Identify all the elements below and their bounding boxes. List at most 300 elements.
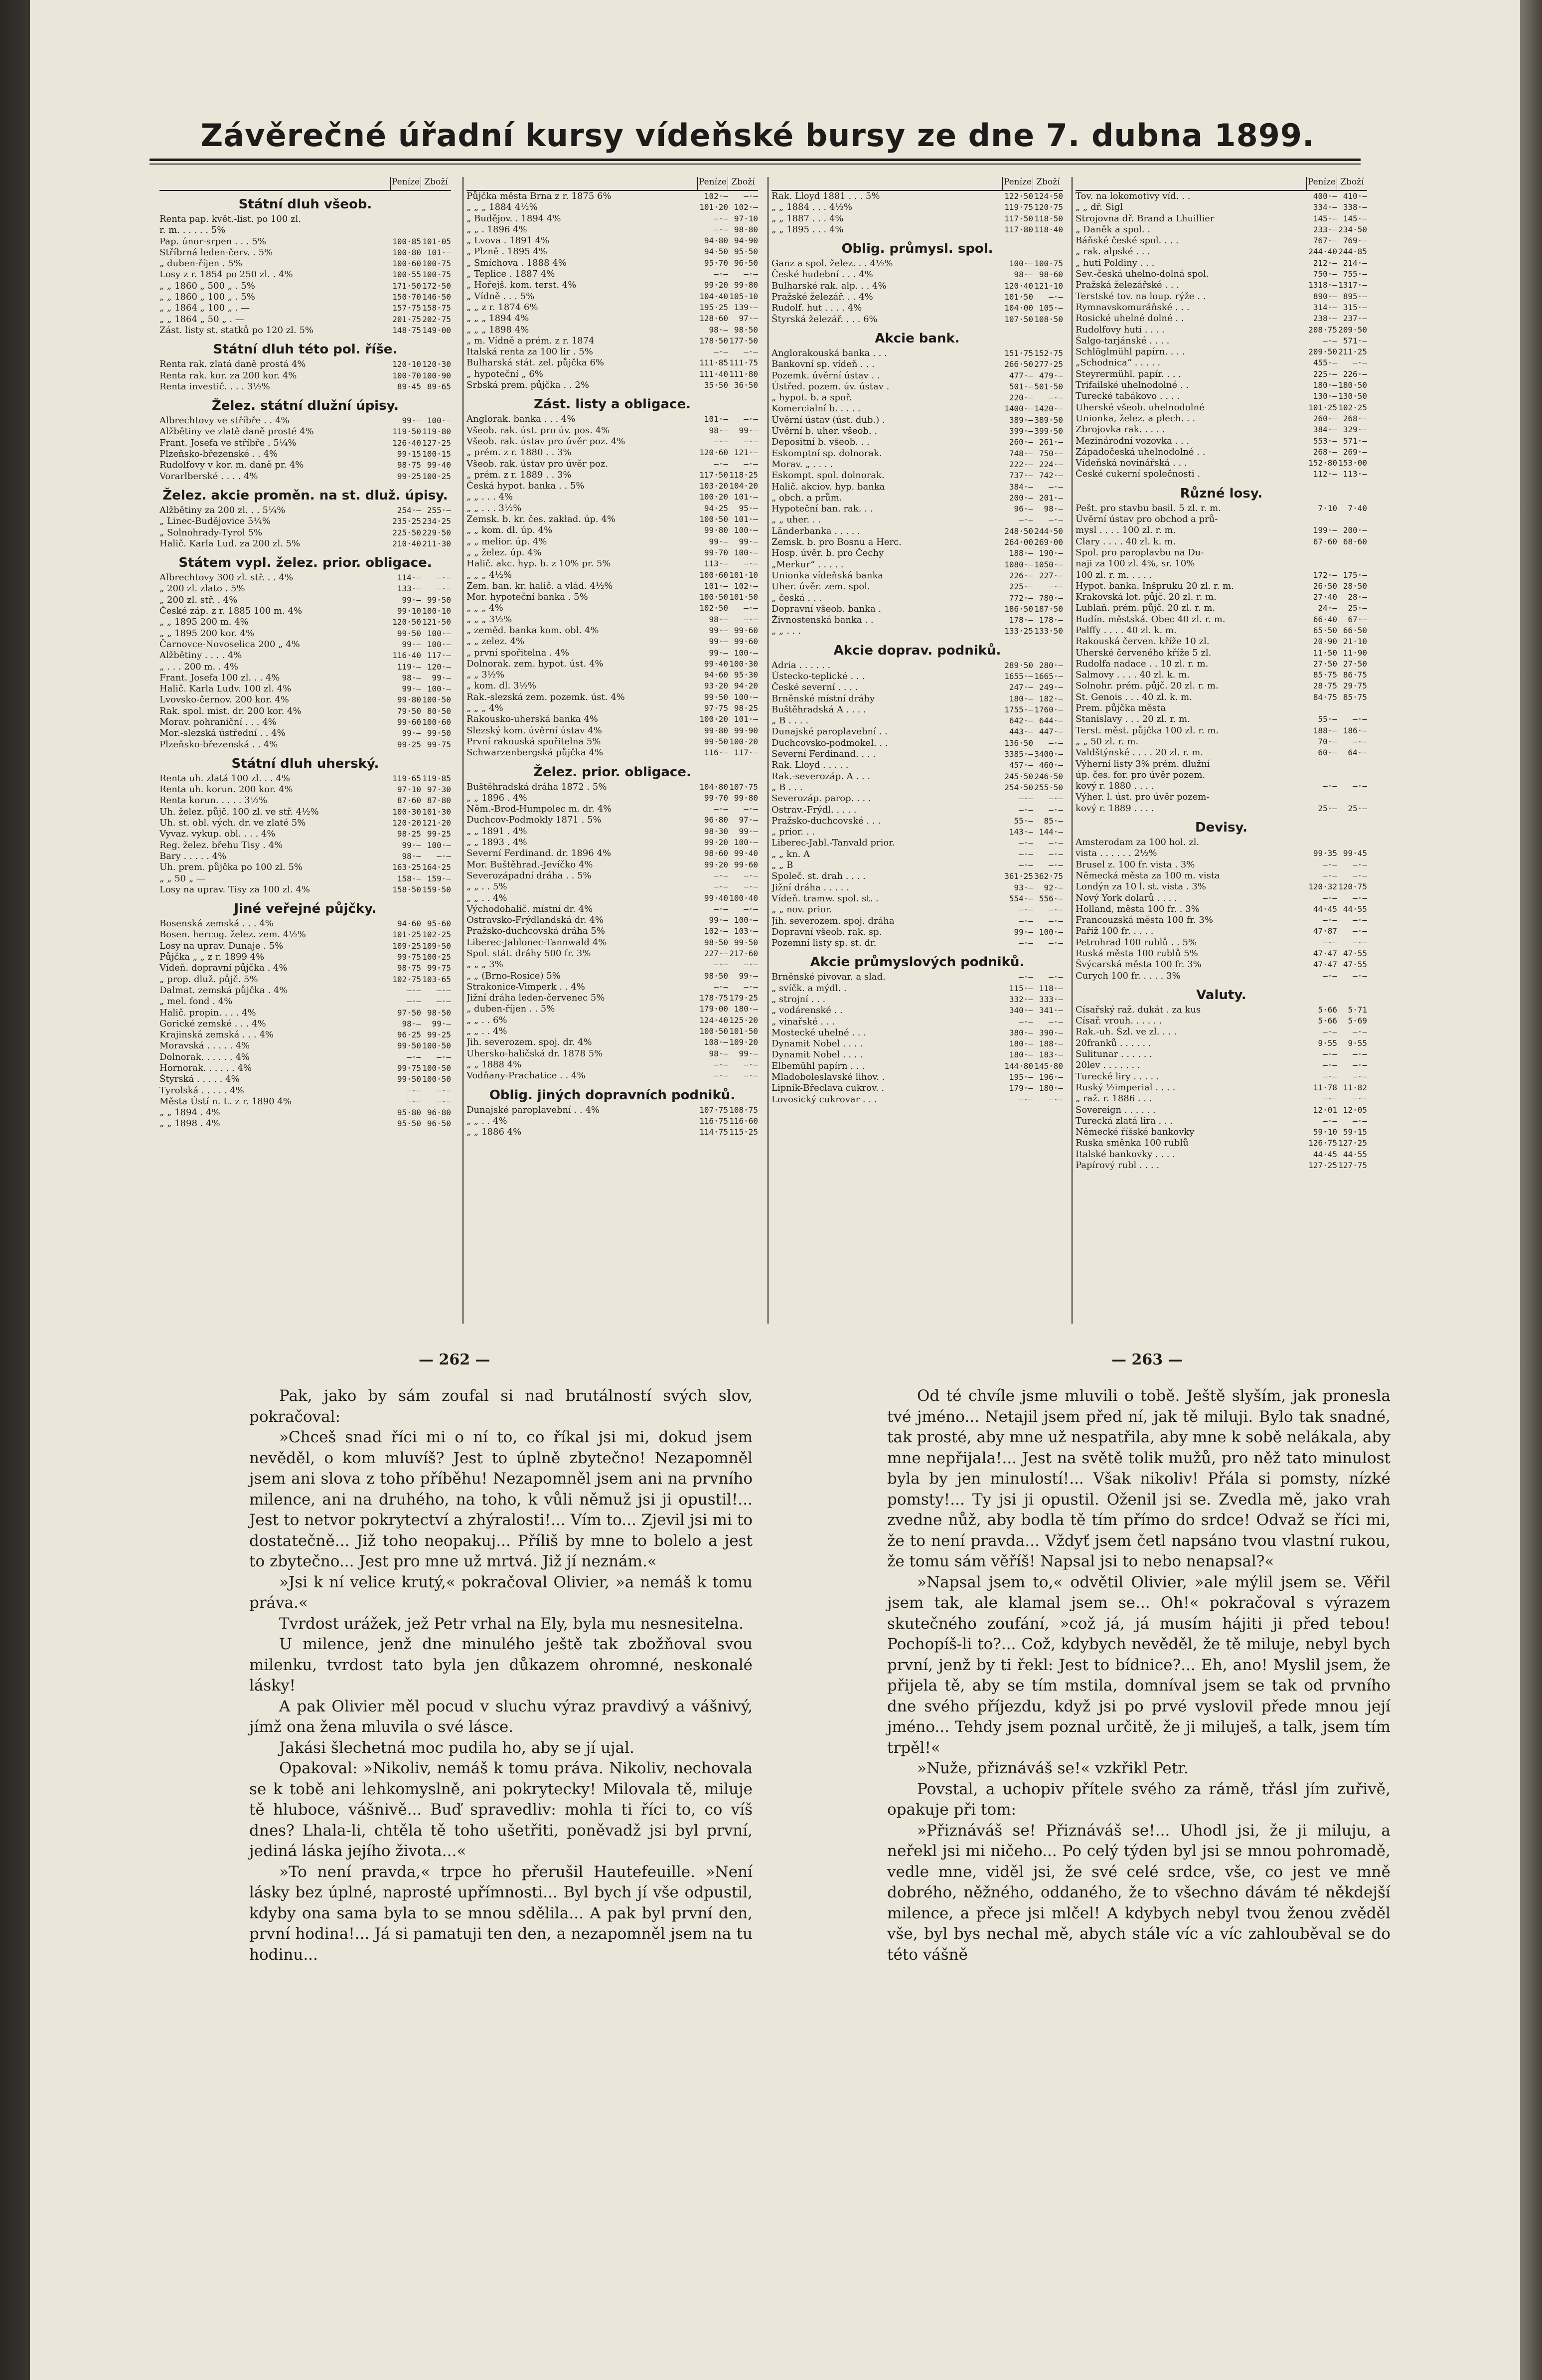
money-price: 180·— (1009, 1039, 1033, 1049)
security-name: Anglorakouská banka . . . (771, 347, 887, 358)
money-price: 108·— (704, 1037, 728, 1047)
quote-row (1076, 592, 1367, 603)
quote-row (771, 426, 1063, 437)
money-price: 101·25 (1308, 402, 1337, 412)
money-price: 186·50 (1004, 604, 1033, 614)
security-name: Vodňany-Prachatice . . 4% (466, 1070, 586, 1081)
security-name: Unionka vídeňská banka (771, 570, 884, 581)
security-name: „ „ „ 4% (466, 703, 503, 714)
security-name: Liberec-Jabl.-Tanvald prior. (771, 838, 895, 849)
goods-price: 64·— (1348, 748, 1367, 758)
money-price: 180·— (1009, 1050, 1033, 1060)
money-price: —·— (714, 347, 728, 357)
money-price: 119·— (397, 662, 421, 672)
money-price: 178·— (1009, 615, 1033, 625)
goods-price: 187·50 (1034, 604, 1063, 614)
money-price: 209·50 (1308, 347, 1337, 357)
quote-row (466, 492, 758, 503)
security-name: Bary . . . . . 4% (159, 850, 227, 861)
goods-price: 86·75 (1343, 670, 1367, 680)
money-price: 750·— (1313, 269, 1337, 279)
quote-row (159, 1118, 451, 1129)
goods-price: 196·— (1039, 1072, 1063, 1082)
money-price: 26·50 (1313, 581, 1337, 591)
goods-price: 100·60 (422, 717, 451, 727)
security-name: „ strojní . . . (771, 994, 826, 1005)
listing-column (466, 177, 758, 1138)
quote-row (1076, 413, 1367, 424)
quote-row (1076, 747, 1367, 758)
money-price: 98·— (402, 851, 421, 861)
security-name: St. Genois . . . 40 zl. k. m. (1076, 691, 1192, 702)
section-heading: Zást. listy a obligace. (534, 397, 691, 412)
security-name: Stanislavy . . . 20 zl. r. m. (1076, 714, 1190, 725)
money-price: 195·— (1009, 1072, 1033, 1082)
quote-row (771, 1005, 1063, 1016)
security-name: Renta rak. kor. za 200 kor. 4% (159, 370, 297, 381)
security-name: „ „ (Brno-Rosice) 5% (466, 970, 561, 981)
goods-price: 269·— (1343, 447, 1367, 457)
page-number-left: — 262 — (419, 1351, 490, 1368)
goods-price: —·— (1353, 1094, 1367, 1104)
goods-price: 105·— (1039, 303, 1063, 313)
quote-row (771, 838, 1063, 849)
security-name: „ Budějov. . 1894 4% (466, 213, 561, 224)
goods-price: 100·— (734, 838, 758, 848)
security-name: „ „ 50 zl. r. m. (1076, 736, 1139, 747)
goods-price: 47·55 (1343, 960, 1367, 970)
quote-row (466, 859, 758, 870)
goods-price: 120·— (427, 662, 451, 672)
quote-row (159, 438, 451, 449)
quote-row (1076, 937, 1367, 948)
quote-row (1076, 948, 1367, 959)
money-price: 268·— (1313, 447, 1337, 457)
quote-row (771, 559, 1063, 570)
security-name: Halič. Karla Ludv. 100 zl. 4% (159, 683, 292, 694)
goods-price: 269·00 (1034, 537, 1063, 547)
money-price: 99·40 (704, 659, 728, 669)
money-price: 220·— (1009, 393, 1033, 403)
quote-row (466, 547, 758, 558)
money-price: 5·66 (1318, 1016, 1337, 1026)
goods-price: 98·— (1044, 504, 1063, 514)
goods-price: 127·25 (1338, 1138, 1367, 1148)
quote-row (159, 292, 451, 303)
quote-row (1076, 670, 1367, 680)
quote-row (466, 926, 758, 937)
money-price: 95·80 (397, 1108, 421, 1118)
goods-price: 144·— (1039, 827, 1063, 837)
column-divider (1072, 177, 1073, 1324)
goods-price: 410·— (1343, 191, 1367, 201)
security-name: Curych 100 fr. . . . . 3% (1076, 970, 1181, 981)
security-name: Srbská prem. půjčka . . 2% (466, 380, 589, 391)
security-name: Dopravní všeob. banka . (771, 603, 882, 614)
goods-price: 149·00 (422, 325, 451, 335)
money-price: 178·50 (699, 336, 728, 345)
quote-row (1076, 503, 1367, 514)
quote-row (1076, 325, 1367, 336)
money-price: 314·— (1313, 302, 1337, 312)
quote-row (466, 313, 758, 324)
quote-row (159, 683, 451, 694)
quote-row (466, 280, 758, 291)
goods-price: 98·25 (734, 703, 758, 713)
money-price: 96·25 (397, 1030, 421, 1040)
security-name: Halič. Karla Lud. za 200 zl. 5% (159, 538, 301, 549)
goods-price: 100·— (427, 416, 451, 426)
money-price: 104·40 (699, 291, 728, 301)
money-price: 116·40 (392, 651, 421, 661)
goods-price: 224·— (1039, 459, 1063, 469)
money-price: 642·— (1009, 716, 1033, 726)
security-name: „ „ 1898 . 4% (159, 1118, 220, 1129)
goods-price: —·— (744, 882, 758, 892)
money-price: —·— (1019, 849, 1033, 859)
quote-row (771, 392, 1063, 403)
security-name: Länderbanka . . . . . (771, 525, 860, 536)
security-name: „ B . . . (771, 782, 803, 793)
goods-price: 94·20 (734, 681, 758, 691)
security-name: Ústřed. pozem. úv. ústav . (771, 381, 890, 392)
quote-row (771, 1017, 1063, 1027)
money-price: 254·— (397, 505, 421, 515)
money-price: 180·— (1009, 693, 1033, 703)
money-price: 99·50 (397, 1074, 421, 1084)
quote-row (159, 370, 451, 381)
security-name: 20lev . . . . . . . (1076, 1060, 1140, 1071)
security-name: Dynamit Nobel . . . . (771, 1049, 863, 1060)
security-name: Strojovna dř. Brand a Lhuillier (1076, 213, 1215, 224)
security-name: Buštěhradská A . . . . (771, 704, 866, 715)
quote-row (159, 851, 451, 862)
money-price: 100·60 (699, 570, 728, 580)
quote-row (159, 628, 451, 639)
money-price: 100·70 (392, 370, 421, 380)
quote-row (771, 359, 1063, 370)
money-price: 47·87 (1313, 926, 1337, 936)
money-price: 98·— (709, 425, 728, 435)
money-price: 332·— (1009, 995, 1033, 1004)
money-price: 114·— (397, 573, 421, 583)
section-heading: Želez. státní dlužní úpisy. (211, 398, 399, 414)
quote-row (159, 639, 451, 650)
goods-price: 97·— (739, 314, 758, 324)
security-name: Rak.-uh. Šzl. ve zl. . . . (1076, 1026, 1177, 1037)
section-heading: Akcie průmyslových podniků. (810, 955, 1025, 970)
goods-price: 11·90 (1343, 648, 1367, 658)
quote-row (466, 224, 758, 235)
money-price: 222·— (1009, 459, 1033, 469)
goods-price: 100·30 (729, 659, 758, 669)
security-name: Brusel z. 100 fr. vista . 3% (1076, 859, 1195, 870)
security-name: Zemsk. b. kr. čes. zakład. úp. 4% (466, 514, 616, 525)
money-price: 130·— (1313, 391, 1337, 401)
security-name: Lipník-Břeclava cukrov. . (771, 1083, 885, 1094)
goods-price: —·— (1353, 870, 1367, 880)
money-price: 225·— (1313, 369, 1337, 379)
security-name: „ „ nov. prior. (771, 904, 832, 915)
goods-price: 28·50 (1343, 581, 1367, 591)
listing-column (159, 177, 451, 1130)
money-price: 172·— (1313, 570, 1337, 580)
column-header (466, 177, 758, 191)
quote-row (771, 671, 1063, 682)
goods-price: 101·— (734, 714, 758, 724)
quote-row (159, 873, 451, 884)
quote-row (1076, 191, 1367, 202)
money-price: 99·70 (704, 793, 728, 803)
money-price: —·— (1019, 515, 1033, 525)
money-price: 11·50 (1313, 648, 1337, 658)
quote-row (771, 604, 1063, 615)
goods-price: 118·— (1039, 983, 1063, 993)
quote-row (1076, 614, 1367, 625)
quote-row (466, 1070, 758, 1081)
goods-price: 99·90 (734, 725, 758, 735)
goods-price: —·— (1353, 358, 1367, 368)
security-name: Rosické uhelné dolné . . (1076, 313, 1184, 324)
security-name: „ „ 1893 . 4% (466, 837, 527, 848)
quote-row (466, 436, 758, 447)
goods-price: 158·75 (422, 303, 451, 313)
money-price: 99·— (402, 416, 421, 426)
security-name: Liberec-Jablonec-Tannwald 4% (466, 937, 607, 948)
security-name: Všeob. rak. ústav pro úvěr poz. 4% (466, 436, 625, 447)
goods-price: 159·50 (422, 884, 451, 894)
security-name: „ zeměd. banka kom. obl. 4% (466, 625, 599, 636)
quote-row (771, 269, 1063, 280)
goods-price: 501·50 (1034, 381, 1063, 391)
goods-price: —·— (437, 985, 451, 995)
quote-row (466, 680, 758, 691)
money-price: —·— (1019, 860, 1033, 870)
security-name: Pražsko-duchcovská dráha 5% (466, 926, 605, 937)
goods-price: 100·— (427, 684, 451, 694)
money-price: —·— (1019, 1017, 1033, 1026)
goods-price: —·— (744, 347, 758, 357)
quote-row (466, 747, 758, 758)
goods-price: 124·50 (1034, 191, 1063, 201)
security-name: Půjčka města Brna z r. 1875 6% (466, 191, 612, 201)
goods-price: 89·65 (427, 381, 451, 391)
goods-price: —·— (744, 269, 758, 279)
quote-row (159, 795, 451, 806)
security-name: Renta rak. zlatá daně prostá 4% (159, 359, 306, 370)
column-header (771, 177, 1063, 191)
goods-price: 186·— (1343, 725, 1367, 735)
security-name: České hudební . . . 4% (771, 269, 873, 280)
quote-row (771, 938, 1063, 949)
money-price: 96·80 (704, 815, 728, 825)
goods-price: 104·20 (729, 481, 758, 491)
quote-row (159, 662, 451, 673)
goods-price: 177·50 (729, 336, 758, 345)
security-name: Mor. hypoteční banka . 5% (466, 592, 588, 603)
goods-price: —·— (437, 573, 451, 583)
goods-price: 100·— (734, 915, 758, 925)
security-name: „ Smíchova . 1888 4% (466, 257, 567, 268)
column-header-label: Peníze (697, 177, 728, 190)
security-name: Půjčka „ „ z r. 1899 4% (159, 952, 265, 963)
goods-price: 99·75 (427, 739, 451, 749)
money-price: 100·20 (699, 714, 728, 724)
quote-row (159, 247, 451, 258)
money-price: 99·25 (397, 471, 421, 481)
goods-price: —·— (1353, 926, 1367, 936)
security-name: Severozápadní dráha . . 5% (466, 870, 592, 881)
money-price: 44·45 (1313, 1149, 1337, 1159)
quote-row (466, 815, 758, 826)
security-name: Sev.-česká uhelno-dolná spol. (1076, 269, 1209, 280)
money-price: 65·50 (1313, 625, 1337, 635)
goods-price: 125·20 (729, 1015, 758, 1025)
security-name: Císař. vrouh. . . . . . (1076, 1016, 1162, 1026)
security-name: Uh. želez. půjč. 100 zl. ve stř. 4½% (159, 806, 319, 817)
money-price: 101·— (704, 414, 728, 424)
goods-price: 9·55 (1348, 1038, 1367, 1048)
money-price: 150·70 (392, 292, 421, 302)
goods-price: 159·— (427, 873, 451, 883)
quote-row (1076, 859, 1367, 870)
security-name: Anglorak. banka . . . 4% (466, 414, 576, 425)
security-name: „ prém. z r. 1880 . . 3% (466, 447, 572, 458)
security-name: 100 zl. r. m. . . . . (1076, 569, 1152, 580)
goods-price: 100·10 (422, 606, 451, 616)
money-price: 334·— (1313, 202, 1337, 212)
security-name: „ „ . . . (771, 626, 801, 637)
quote-row (771, 871, 1063, 882)
quote-row (159, 818, 451, 829)
security-name: „ Teplice . 1887 4% (466, 269, 555, 280)
quote-row (159, 225, 451, 236)
money-price: 120·50 (392, 617, 421, 627)
security-name: Vídeňská novinářská . . . (1076, 458, 1187, 469)
security-name: Mor.-slezská ústřední . . 4% (159, 728, 286, 739)
security-name: Gorické zemské . . . 4% (159, 1018, 266, 1029)
quote-row (159, 862, 451, 873)
quote-row (466, 1116, 758, 1127)
quote-row (1076, 837, 1367, 848)
money-price: 100·85 (392, 236, 421, 246)
money-price: 93·20 (704, 681, 728, 691)
goods-price: 556·— (1039, 893, 1063, 903)
quote-row (771, 593, 1063, 604)
goods-price: 130·50 (1338, 391, 1367, 401)
security-name: „ svíčk. a mýdl. . (771, 983, 847, 994)
security-name: Terst. měst. půjčka 100 zl. r. m. (1076, 725, 1219, 736)
quote-row (1076, 447, 1367, 458)
money-price: 98·— (709, 1048, 728, 1058)
security-name: Clary . . . . 40 zl. k. m. (1076, 536, 1176, 547)
quote-row (159, 460, 451, 471)
quote-row (1076, 893, 1367, 904)
security-name: Albrechtovy ve stříbře . . 4% (159, 415, 290, 426)
quote-row (771, 760, 1063, 771)
quote-row (1076, 469, 1367, 480)
quote-row (466, 558, 758, 569)
quote-row (1076, 971, 1367, 982)
quote-row (771, 816, 1063, 827)
goods-price: 255·— (427, 505, 451, 515)
security-name: Slezský kom. úvěrní ústav 4% (466, 725, 602, 736)
goods-price: 226·— (1343, 369, 1367, 379)
money-price: 455·— (1313, 358, 1337, 368)
money-price: —·— (1019, 972, 1033, 982)
security-name: Dunajské paroplavební . . (771, 726, 888, 737)
quote-row (466, 793, 758, 804)
money-price: 114·75 (699, 1127, 728, 1137)
money-price: 99·40 (704, 893, 728, 903)
money-price: —·— (1019, 838, 1033, 848)
goods-price: 105·10 (729, 291, 758, 301)
goods-price: 234·25 (422, 516, 451, 526)
money-price: 94·50 (704, 247, 728, 257)
quote-row (159, 505, 451, 516)
goods-price: 67·— (1348, 614, 1367, 624)
security-name: Mor. Buštěhrad.-Jevíčko 4% (466, 859, 593, 870)
money-price: —·— (714, 213, 728, 223)
goods-price: —·— (1049, 849, 1063, 859)
money-price: 112·— (1313, 469, 1337, 479)
quote-row (771, 526, 1063, 537)
goods-price: 103·65 (422, 974, 451, 984)
goods-price: —·— (1353, 937, 1367, 947)
security-name: Rakousko-uherská banka 4% (466, 714, 598, 725)
goods-price: 99·40 (734, 849, 758, 858)
money-price: 97·10 (397, 785, 421, 795)
goods-price: 99·50 (427, 728, 451, 738)
goods-price: —·— (1049, 738, 1063, 748)
money-price: 94·60 (397, 919, 421, 929)
quote-row (159, 1063, 451, 1074)
security-name: Turecké liry . . . . . (1076, 1071, 1159, 1082)
goods-price: 175·— (1343, 570, 1367, 580)
quote-row (771, 1027, 1063, 1038)
quote-row (466, 235, 758, 246)
column-header-label: Zboží (421, 177, 451, 190)
section-heading: Devisy. (1195, 820, 1247, 836)
security-name: Ruský ½imperial . . . . (1076, 1082, 1176, 1093)
goods-price: —·— (744, 459, 758, 469)
goods-price: —·— (1049, 938, 1063, 948)
money-price: —·— (714, 870, 728, 880)
goods-price: 97·— (739, 815, 758, 825)
section-heading: Želez. prior. obligace. (533, 764, 691, 780)
quote-row (1076, 870, 1367, 881)
money-price: 289·50 (1004, 660, 1033, 670)
goods-price: 571·— (1343, 336, 1367, 345)
goods-price: 99·60 (734, 859, 758, 869)
security-name: Losy na uprav. Dunaje . 5% (159, 940, 284, 951)
goods-price: 95·30 (734, 670, 758, 680)
goods-price: 99·— (739, 536, 758, 546)
quote-row (771, 292, 1063, 303)
security-name: „ kom. dl. 3½% (466, 680, 537, 691)
money-price: 99·80 (704, 525, 728, 535)
goods-price: 111·75 (729, 358, 758, 368)
money-price: 67·60 (1313, 536, 1337, 546)
security-name: Bulharská stát. zel. půjčka 6% (466, 357, 605, 368)
money-price: 102·— (704, 926, 728, 936)
quote-row (466, 536, 758, 547)
quote-row (466, 904, 758, 915)
money-price: 212·— (1313, 258, 1337, 268)
goods-price: —·— (744, 1059, 758, 1069)
security-name: Budín. městská. Obec 40 zl. r. m. (1076, 614, 1226, 625)
security-name: Ruská města 100 rublů 5% (1076, 948, 1198, 959)
